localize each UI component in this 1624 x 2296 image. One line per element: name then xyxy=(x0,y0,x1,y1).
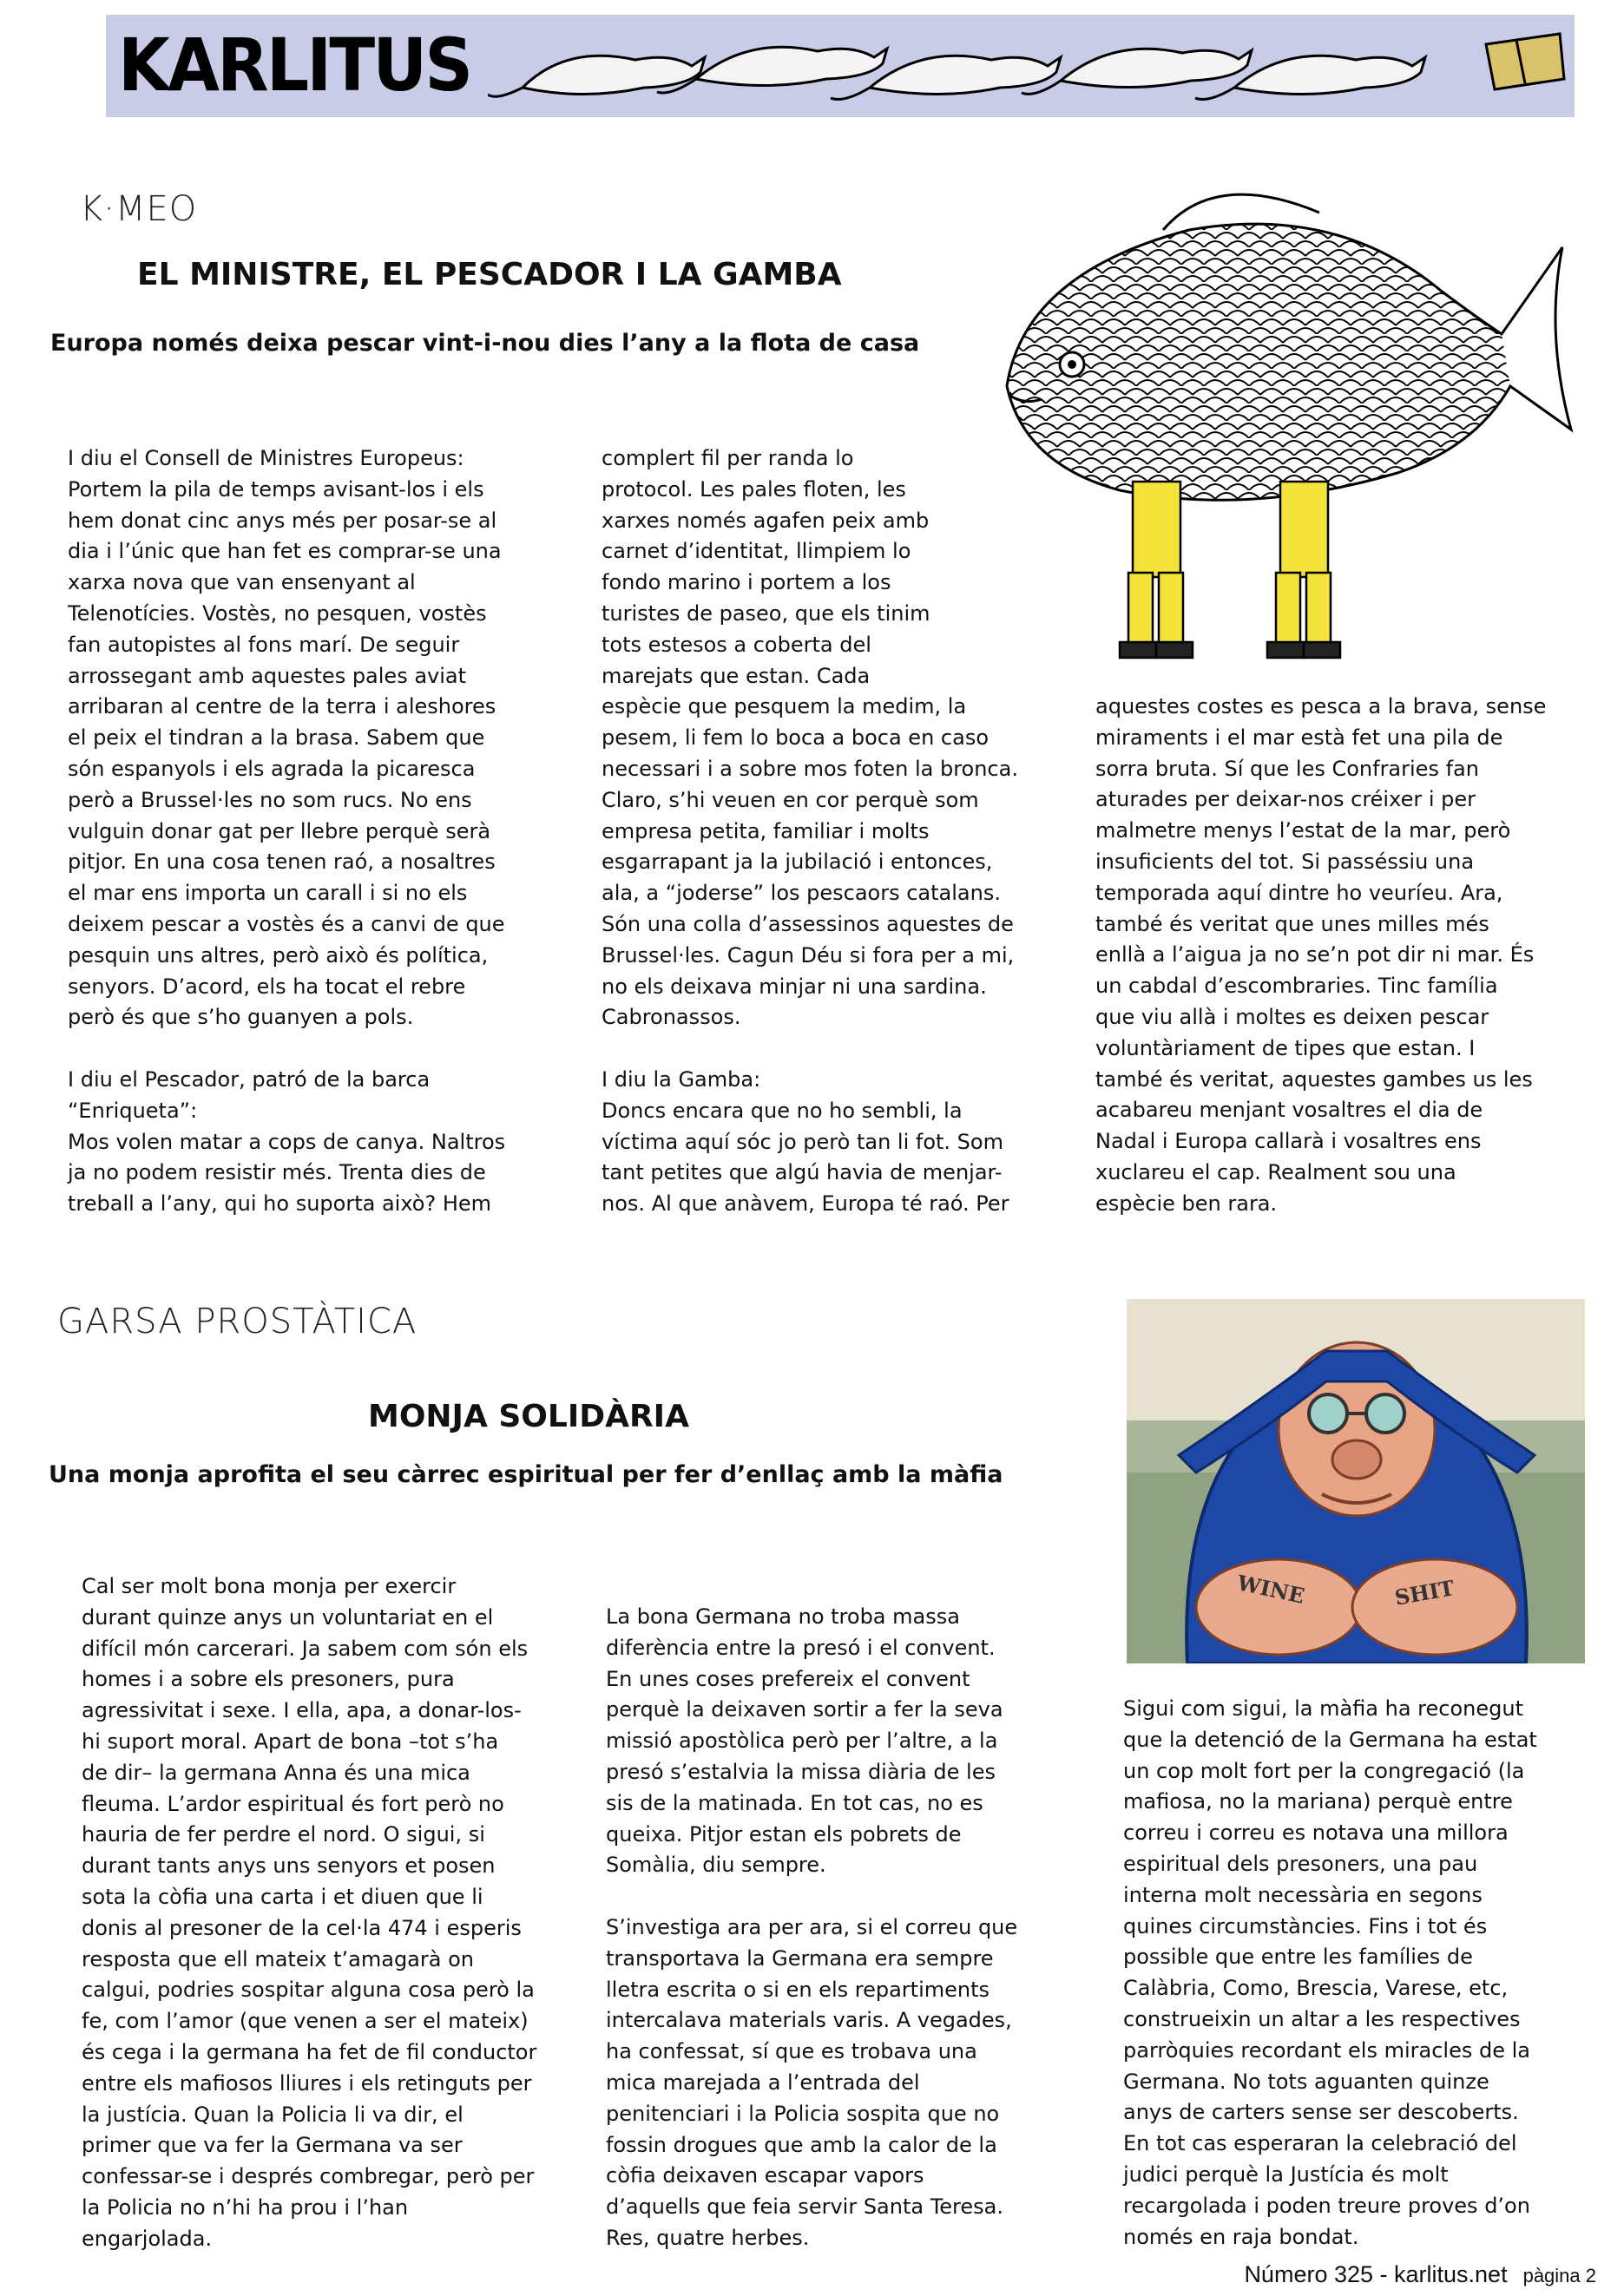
text-line: voluntàriament de tipes que estan. I xyxy=(1095,1035,1476,1060)
text-line: Doncs encara que no ho sembli, la xyxy=(602,1098,963,1123)
text-line: Somàlia, diu sempre. xyxy=(606,1853,826,1878)
text-line: protocol. Les pales floten, les xyxy=(602,476,906,502)
text-line: fossin drogues que amb la calor de la xyxy=(606,2132,997,2157)
text-line: un cop molt fort per la congregació (la xyxy=(1123,1758,1525,1783)
article1-col1-paragraph-1 xyxy=(68,443,554,1033)
text-line: Nadal i Europa callarà i vosaltres ens xyxy=(1095,1129,1482,1154)
article2-column-3 xyxy=(1123,1694,1609,2253)
text-line: espiritual dels presoners, una pau xyxy=(1123,1851,1478,1876)
text-line: necessari i a sobre mos foten la bronca. xyxy=(602,756,1018,781)
text-line: diferència entre la presó i el convent. xyxy=(606,1635,996,1660)
text-line: S’investiga ara per ara, si el correu que xyxy=(606,1914,1018,1939)
text-line: víctima aquí sóc jo però tan li fot. Som xyxy=(602,1129,1003,1154)
text-line: turistes de paseo, que els tinim xyxy=(602,600,930,626)
text-line: hem donat cinc anys més per posar-se al xyxy=(68,508,497,533)
page-footer xyxy=(1244,2261,1596,2288)
text-line: construeixin un altar a les respectives xyxy=(1123,2006,1521,2031)
text-line: el peix el tindran a la brasa. Sabem que xyxy=(68,725,485,751)
article2-col2-paragraph-2 xyxy=(606,1912,1092,2254)
text-line: sorra bruta. Sí que les Confraries fan xyxy=(1095,756,1479,781)
text-line: anys de carters sense ser descoberts. xyxy=(1123,2100,1519,2125)
text-line: però a Brussel·les no som rucs. No ens xyxy=(68,787,472,812)
text-line: resposta que ell mateix t’amagarà on xyxy=(82,1946,474,1971)
text-line: arrossegant amb aquestes pales aviat xyxy=(68,663,467,688)
text-line: d’aquells que feia servir Santa Teresa. xyxy=(606,2194,1004,2220)
right-hand-tattoo: SHIT xyxy=(1392,1575,1456,1610)
text-line: empresa petita, familiar i molts xyxy=(602,818,930,843)
text-line: de dir– la germana Anna és una mica xyxy=(82,1760,470,1785)
text-line: que viu allà i moltes es deixen pescar xyxy=(1095,1004,1489,1029)
text-line: La bona Germana no troba massa xyxy=(606,1604,960,1629)
article1-col2-paragraph-1 xyxy=(602,443,1070,1033)
text-line: malmetre menys l’estat de la mar, però xyxy=(1095,818,1511,843)
text-line: mafiosa, no la mariana) perquè entre xyxy=(1123,1789,1513,1814)
text-line: tant petites que algú havia de menjar- xyxy=(602,1160,1003,1185)
text-line: transportava la Germana era sempre xyxy=(606,1945,994,1971)
article2-col3-paragraph-1 xyxy=(1123,1694,1609,2253)
masthead-banner xyxy=(106,15,1575,117)
text-line: fleuma. L’ardor espiritual és fort però no xyxy=(82,1791,504,1816)
text-line: deixem pescar a vostès és a canvi de que xyxy=(68,911,505,936)
text-line: entre els mafiosos lliures i els retinguts per xyxy=(82,2070,532,2096)
text-line: ala, a “joderse” los pescaors catalans. xyxy=(602,881,1001,906)
text-line: Sigui com sigui, la màfia ha reconegut xyxy=(1123,1696,1523,1721)
text-line: I diu el Consell de Ministres Europeus: xyxy=(68,446,464,470)
section-label-garsa-prostatica: GARSA PROSTÀTICA xyxy=(57,1302,418,1342)
text-line: agressivitat i sexe. I ella, apa, a donar-los- xyxy=(82,1698,522,1723)
text-line: espècie ben rara. xyxy=(1095,1191,1278,1216)
article1-subtitle: Europa només deixa pescar vint-i-nou dies l’any a la flota de casa xyxy=(50,330,920,357)
article2-col1-paragraph-1 xyxy=(82,1571,585,2255)
text-line: donis al presoner de la cel·la 474 i esperis xyxy=(82,1915,522,1940)
text-line: també és veritat, aquestes gambes us les xyxy=(1095,1066,1533,1092)
article2-title: MONJA SOLIDÀRIA xyxy=(368,1399,689,1434)
text-line: hi suport moral. Apart de bona –tot s’ha xyxy=(82,1729,499,1754)
article1-column-1 xyxy=(68,443,554,1220)
text-line: durant tants anys uns senyors et posen xyxy=(82,1853,496,1879)
text-line: Germana. No tots aguanten quinze xyxy=(1123,2069,1489,2094)
footer-issue: Número 325 - karlitus.net xyxy=(1244,2261,1508,2287)
text-line: En tot cas esperaran la celebració del xyxy=(1123,2131,1517,2156)
text-line: Són una colla d’assessinos aquestes de xyxy=(602,911,1014,936)
text-line: possible que entre les famílies de xyxy=(1123,1945,1473,1970)
text-line: correu i correu es notava una millora xyxy=(1123,1820,1509,1846)
text-line: també és veritat que unes milles més xyxy=(1095,911,1489,936)
text-line: acabareu menjant vosaltres el dia de xyxy=(1095,1098,1483,1123)
nun-illustration xyxy=(1127,1299,1585,1663)
text-line: però és que s’ho guanyen a pols. xyxy=(68,1005,414,1030)
text-line: interna molt necessària en segons xyxy=(1123,1882,1483,1907)
text-line: presó s’estalvia la missa diària de les xyxy=(606,1759,996,1784)
article1-column-3 xyxy=(1095,692,1581,1220)
text-line: parròquies recordant els miracles de la xyxy=(1123,2037,1530,2063)
text-line: homes i a sobre els presoners, pura xyxy=(82,1667,455,1692)
text-line: xarxes només agafen peix amb xyxy=(602,508,930,533)
text-line: sota la còfia una carta i et diuen que li xyxy=(82,1884,483,1909)
text-line: són espanyols i els agrada la picaresca xyxy=(68,756,476,781)
text-line: mica marejada a l’entrada del xyxy=(606,2070,920,2095)
text-line: primer que va fer la Germana va ser xyxy=(82,2133,463,2158)
text-line: temporada aquí dintre ho veuríeu. Ara, xyxy=(1095,880,1503,905)
footer-page-number: pàgina 2 xyxy=(1522,2265,1596,2286)
left-hand-tattoo: WINE xyxy=(1234,1570,1307,1609)
text-line: xuclareu el cap. Realment sou una xyxy=(1095,1159,1456,1184)
text-line: tots estesos a coberta del xyxy=(602,632,871,657)
article1-column-2 xyxy=(602,443,1070,1220)
text-line: pesquin uns altres, però això és política, xyxy=(68,942,489,968)
article1-col3-paragraph-1 xyxy=(1095,692,1581,1220)
text-line: enllà a l’aigua ja no se’n pot dir ni mar. És xyxy=(1095,942,1535,968)
text-line: la Policia no n’hi ha prou i l’han xyxy=(82,2194,409,2220)
text-line: aquestes costes es pesca a la brava, sense xyxy=(1095,694,1547,718)
text-line: vulguin donar gat per llebre perquè serà xyxy=(68,818,491,843)
text-line: insuficients del tot. Si passéssiu una xyxy=(1095,849,1475,874)
text-line: només en raja bondat. xyxy=(1123,2224,1359,2249)
text-line: “Enriqueta”: xyxy=(68,1098,198,1123)
text-line: pesem, li fem lo boca a boca en caso xyxy=(602,725,990,751)
text-line: miraments i el mar està fet una pila de xyxy=(1095,725,1503,750)
text-line: ha confessat, sí que es trobava una xyxy=(606,2039,977,2064)
text-line: marejats que estan. Cada xyxy=(602,663,871,688)
text-line: difícil món carcerari. Ja sabem com són els xyxy=(82,1636,529,1661)
text-line: Mos volen matar a cops de canya. Naltros xyxy=(68,1129,506,1154)
text-line: lletra escrita o si en els repartiments xyxy=(606,1977,990,2002)
text-line: I diu la Gamba: xyxy=(602,1066,761,1092)
text-line: xarxa nova que van ensenyant al xyxy=(68,570,416,595)
text-line: Brussel·les. Cagun Déu si fora per a mi, xyxy=(602,942,1015,968)
text-line: judici perquè la Justícia és molt xyxy=(1123,2162,1449,2187)
article2-col2-paragraph-1 xyxy=(606,1602,1092,1881)
section-label-kmeo: K·MEO xyxy=(80,189,198,229)
text-line: Portem la pila de temps avisant-los i els xyxy=(68,476,484,502)
article2-subtitle: Una monja aprofita el seu càrrec espiritual per fer d’enllaç amb la màfia xyxy=(49,1461,1003,1488)
article2-column-1 xyxy=(82,1571,585,2255)
text-line: treball a l’any, qui ho suporta això? Hem xyxy=(68,1191,492,1217)
text-line: intercalava materials varis. A vegades, xyxy=(606,2008,1012,2033)
text-line: Calàbria, Como, Brescia, Varese, etc, xyxy=(1123,1976,1509,2001)
text-line: fan autopistes al fons marí. De seguir xyxy=(68,632,460,657)
text-line: calgui, podries sospitar alguna cosa però la xyxy=(82,1978,535,2003)
text-line: el mar ens importa un carall i si no els xyxy=(68,881,468,906)
text-line: perquè la deixaven sortir a fer la seva xyxy=(606,1697,1003,1722)
text-line: ja no podem resistir més. Trenta dies de xyxy=(68,1160,486,1185)
text-line: durant quinze anys un voluntariat en el xyxy=(82,1604,494,1630)
text-line: missió apostòlica però per l’altre, a la xyxy=(606,1729,998,1754)
text-line: aturades per deixar-nos créixer i per xyxy=(1095,787,1476,812)
text-line: quines circumstàncies. Fins i tot és xyxy=(1123,1913,1488,1938)
text-line: Telenotícies. Vostès, no pesquen, vostès xyxy=(68,600,487,626)
masthead-logo: KARLITUS xyxy=(118,23,471,108)
text-line: la justícia. Quan la Policia li va dir, el xyxy=(82,2102,464,2127)
text-line: En unes coses prefereix el convent xyxy=(606,1666,970,1691)
text-line: és cega i la germana ha fet de fil conductor xyxy=(82,2039,537,2064)
text-line: pitjor. En una cosa tenen raó, a nosaltres xyxy=(68,850,496,875)
text-line: carnet d’identitat, llimpiem lo xyxy=(602,539,911,564)
rats-illustration xyxy=(488,18,1573,114)
text-line: fe, com l’amor (que venen a ser el mateix) xyxy=(82,2009,529,2034)
article1-title: EL MINISTRE, EL PESCADOR I LA GAMBA xyxy=(137,257,842,292)
text-line: I diu el Pescador, patró de la barca xyxy=(68,1066,431,1092)
text-line: arribaran al centre de la terra i aleshores xyxy=(68,694,496,719)
text-line: esgarrapant ja la jubilació i entonces, xyxy=(602,850,993,875)
text-line: recargolada i poden treure proves d’on xyxy=(1123,2193,1530,2218)
text-line: queixa. Pitjor estan els pobrets de xyxy=(606,1821,962,1847)
text-line: sis de la matinada. En tot cas, no es xyxy=(606,1790,983,1815)
text-line: un cabdal d’escombraries. Tinc família xyxy=(1095,974,1498,999)
text-line: Claro, s’hi veuen en cor perquè som xyxy=(602,787,979,812)
text-line: dia i l’únic que han fet es comprar-se una xyxy=(68,539,502,564)
fish-illustration xyxy=(990,178,1580,681)
text-line: senyors. D’acord, els ha tocat el rebre xyxy=(68,974,466,999)
article1-col1-paragraph-2 xyxy=(68,1065,554,1220)
text-line: no els deixava minjar ni una sardina. xyxy=(602,974,987,999)
text-line: espècie que pesquem la medim, la xyxy=(602,694,967,719)
text-line: còfia deixaven escapar vapors xyxy=(606,2163,924,2188)
text-line: fondo marino i portem a los xyxy=(602,570,891,595)
text-line: Cal ser molt bona monja per exercir xyxy=(82,1574,457,1598)
text-line: nos. Al que anàvem, Europa té raó. Per xyxy=(602,1191,1009,1217)
text-line: confessar-se i després combregar, però per xyxy=(82,2164,535,2189)
text-line: Res, quatre herbes. xyxy=(606,2225,810,2250)
text-line: penitenciari i la Policia sospita que no xyxy=(606,2101,1000,2126)
text-line: Cabronassos. xyxy=(602,1005,741,1030)
article1-col2-paragraph-2 xyxy=(602,1065,1070,1220)
text-line: hauria de fer perdre el nord. O sigui, si xyxy=(82,1822,485,1847)
text-line: engarjolada. xyxy=(82,2226,213,2251)
article2-column-2 xyxy=(606,1602,1092,2254)
text-line: que la detenció de la Germana ha estat xyxy=(1123,1727,1537,1752)
text-line: complert fil per randa lo xyxy=(602,446,854,470)
